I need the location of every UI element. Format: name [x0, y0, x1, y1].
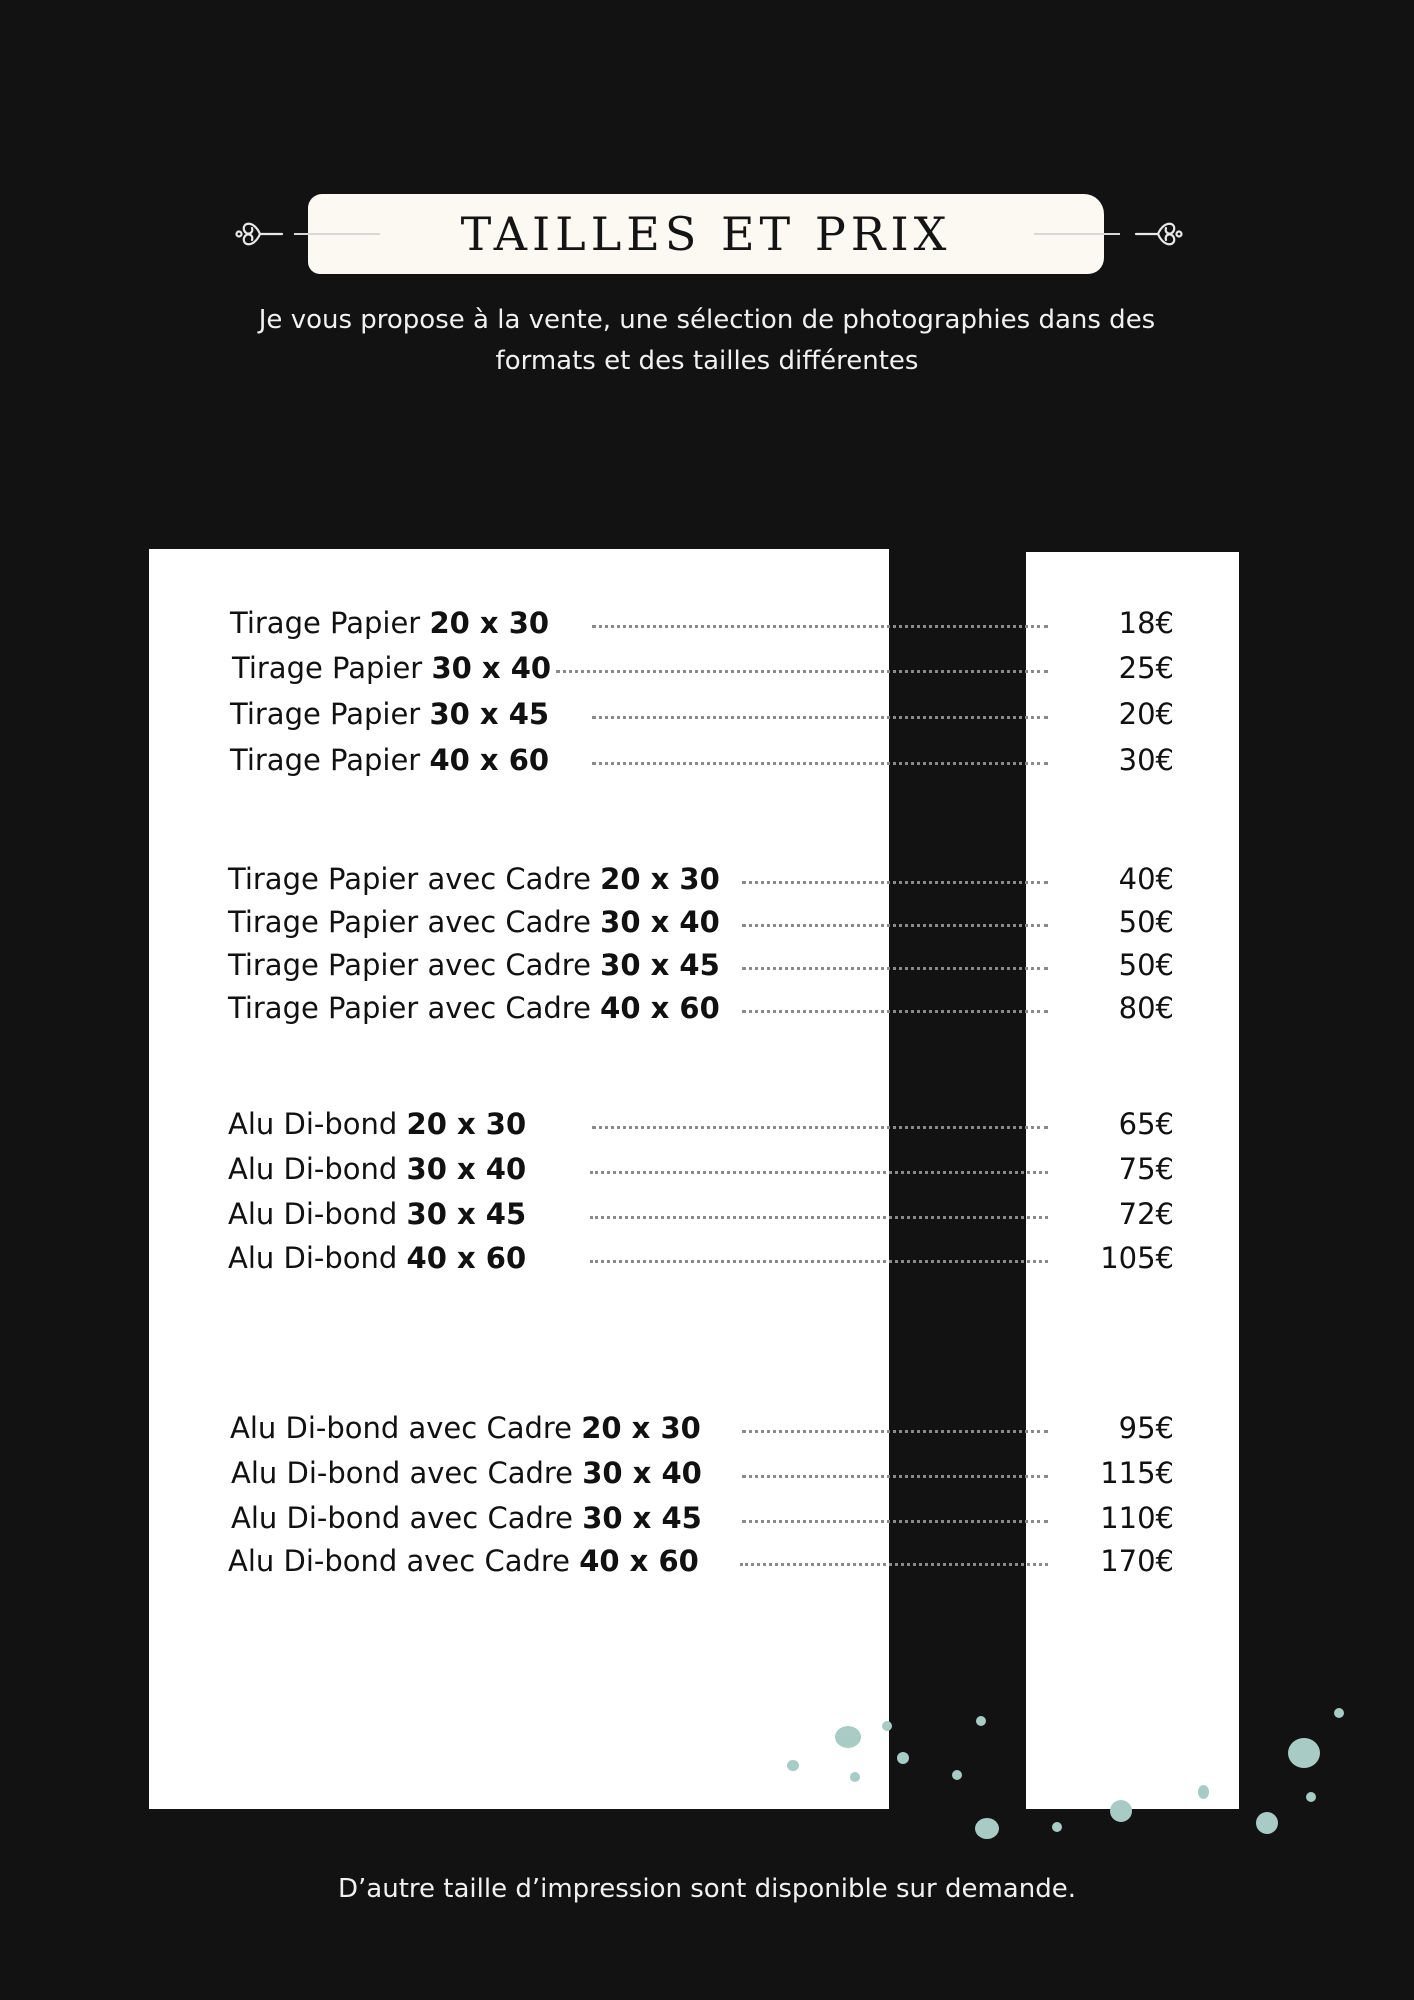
price-value: 80€ — [1118, 991, 1174, 1025]
price-value: 25€ — [1118, 651, 1174, 685]
product-name: Alu Di-bond avec Cadre — [231, 1501, 573, 1535]
product-size: 40 x 60 — [429, 743, 550, 777]
intro-line-2: formats et des tailles différentes — [495, 346, 919, 376]
price-item-label — [228, 1149, 526, 1189]
product-size: 20 x 30 — [406, 1107, 527, 1141]
left-flourish-icon — [234, 212, 286, 256]
product-size: 30 x 40 — [406, 1152, 527, 1186]
price-value: 20€ — [1118, 697, 1174, 731]
intro-text — [200, 300, 1214, 382]
price-value: 18€ — [1118, 606, 1174, 640]
product-name: Alu Di-bond — [228, 1197, 398, 1231]
dotted-leader — [742, 881, 1048, 884]
price-item-label — [230, 603, 549, 643]
dotted-leader — [742, 1430, 1048, 1433]
price-value: 40€ — [1118, 862, 1174, 896]
product-name: Tirage Papier — [230, 697, 421, 731]
product-size: 30 x 40 — [431, 651, 552, 685]
decor-dot — [787, 1760, 799, 1771]
price-value: 50€ — [1118, 905, 1174, 939]
price-value: 30€ — [1118, 743, 1174, 777]
price-item-label — [230, 694, 549, 734]
product-size: 30 x 45 — [600, 948, 720, 982]
product-name: Alu Di-bond — [228, 1107, 398, 1141]
product-size: 30 x 45 — [429, 697, 550, 731]
product-size: 30 x 40 — [582, 1456, 702, 1490]
dotted-leader — [592, 625, 1048, 628]
price-item-label — [231, 1453, 702, 1493]
price-value: 72€ — [1118, 1197, 1174, 1231]
price-item-label — [228, 945, 720, 985]
title-banner — [308, 194, 1104, 274]
page-title: TAILLES ET PRIX — [460, 207, 952, 261]
dotted-leader — [592, 716, 1048, 719]
decor-dot — [835, 1726, 861, 1748]
dotted-leader — [590, 1216, 1048, 1219]
footer-note: D’autre taille d’impression sont disponible sur demande. — [338, 1874, 1076, 1904]
decor-dot — [1288, 1738, 1320, 1768]
decor-dot — [1052, 1822, 1062, 1832]
decor-dot — [1256, 1812, 1278, 1834]
dotted-leader — [742, 924, 1048, 927]
price-item-label — [231, 1498, 702, 1538]
product-name: Tirage Papier — [230, 743, 421, 777]
price-value: 65€ — [1118, 1107, 1174, 1141]
decor-dot — [976, 1716, 986, 1726]
product-size: 40 x 60 — [406, 1241, 527, 1275]
decor-dot — [1334, 1708, 1344, 1718]
decor-dot — [1110, 1800, 1132, 1822]
dotted-leader — [742, 1475, 1048, 1478]
price-value: 105€ — [1100, 1241, 1174, 1275]
product-name: Tirage Papier avec Cadre — [228, 991, 591, 1025]
product-name: Alu Di-bond — [228, 1152, 398, 1186]
price-item-label — [232, 648, 551, 688]
decor-dot — [897, 1752, 909, 1764]
dotted-leader — [590, 1260, 1048, 1263]
dotted-leader — [592, 1126, 1048, 1129]
decor-dot — [952, 1770, 962, 1780]
decor-dot — [1306, 1792, 1316, 1802]
decor-dot — [882, 1721, 892, 1731]
price-item-label — [228, 988, 720, 1028]
product-name: Tirage Papier avec Cadre — [228, 862, 591, 896]
price-value: 115€ — [1100, 1456, 1174, 1490]
price-item-label — [228, 859, 720, 899]
product-size: 20 x 30 — [600, 862, 720, 896]
price-value: 75€ — [1118, 1152, 1174, 1186]
price-item-label — [230, 1408, 701, 1448]
price-item-label — [228, 1541, 699, 1581]
dotted-leader — [742, 1520, 1048, 1523]
decor-dot — [850, 1772, 860, 1782]
price-item-label — [228, 902, 720, 942]
title-right-line — [1034, 233, 1120, 235]
product-size: 30 x 45 — [582, 1501, 702, 1535]
dotted-leader — [740, 1563, 1048, 1566]
product-size: 30 x 40 — [600, 905, 720, 939]
dotted-leader — [556, 670, 1048, 673]
product-size: 30 x 45 — [406, 1197, 527, 1231]
product-name: Alu Di-bond avec Cadre — [228, 1544, 570, 1578]
price-item-label — [230, 740, 549, 780]
product-name: Tirage Papier — [232, 651, 423, 685]
price-value: 95€ — [1118, 1411, 1174, 1445]
product-size: 20 x 30 — [429, 606, 550, 640]
product-name: Alu Di-bond — [228, 1241, 398, 1275]
product-name: Alu Di-bond avec Cadre — [230, 1411, 572, 1445]
intro-line-1: Je vous propose à la vente, une sélection de photographies dans des — [258, 305, 1156, 335]
price-item-label — [228, 1238, 526, 1278]
title-left-line — [294, 233, 380, 235]
dotted-leader — [742, 967, 1048, 970]
product-size: 40 x 60 — [600, 991, 720, 1025]
price-item-label — [228, 1194, 526, 1234]
price-value: 110€ — [1100, 1501, 1174, 1535]
product-name: Tirage Papier avec Cadre — [228, 905, 591, 939]
right-flourish-icon — [1132, 212, 1184, 256]
price-value: 170€ — [1100, 1544, 1174, 1578]
dotted-leader — [590, 1171, 1048, 1174]
price-value: 50€ — [1118, 948, 1174, 982]
product-size: 20 x 30 — [581, 1411, 701, 1445]
dotted-leader — [742, 1010, 1048, 1013]
product-name: Tirage Papier — [230, 606, 421, 640]
dotted-leader — [592, 762, 1048, 765]
product-name: Tirage Papier avec Cadre — [228, 948, 591, 982]
product-name: Alu Di-bond avec Cadre — [231, 1456, 573, 1490]
decor-dot — [975, 1818, 999, 1839]
product-size: 40 x 60 — [579, 1544, 699, 1578]
decor-dot — [1198, 1785, 1209, 1799]
price-item-label — [228, 1104, 526, 1144]
